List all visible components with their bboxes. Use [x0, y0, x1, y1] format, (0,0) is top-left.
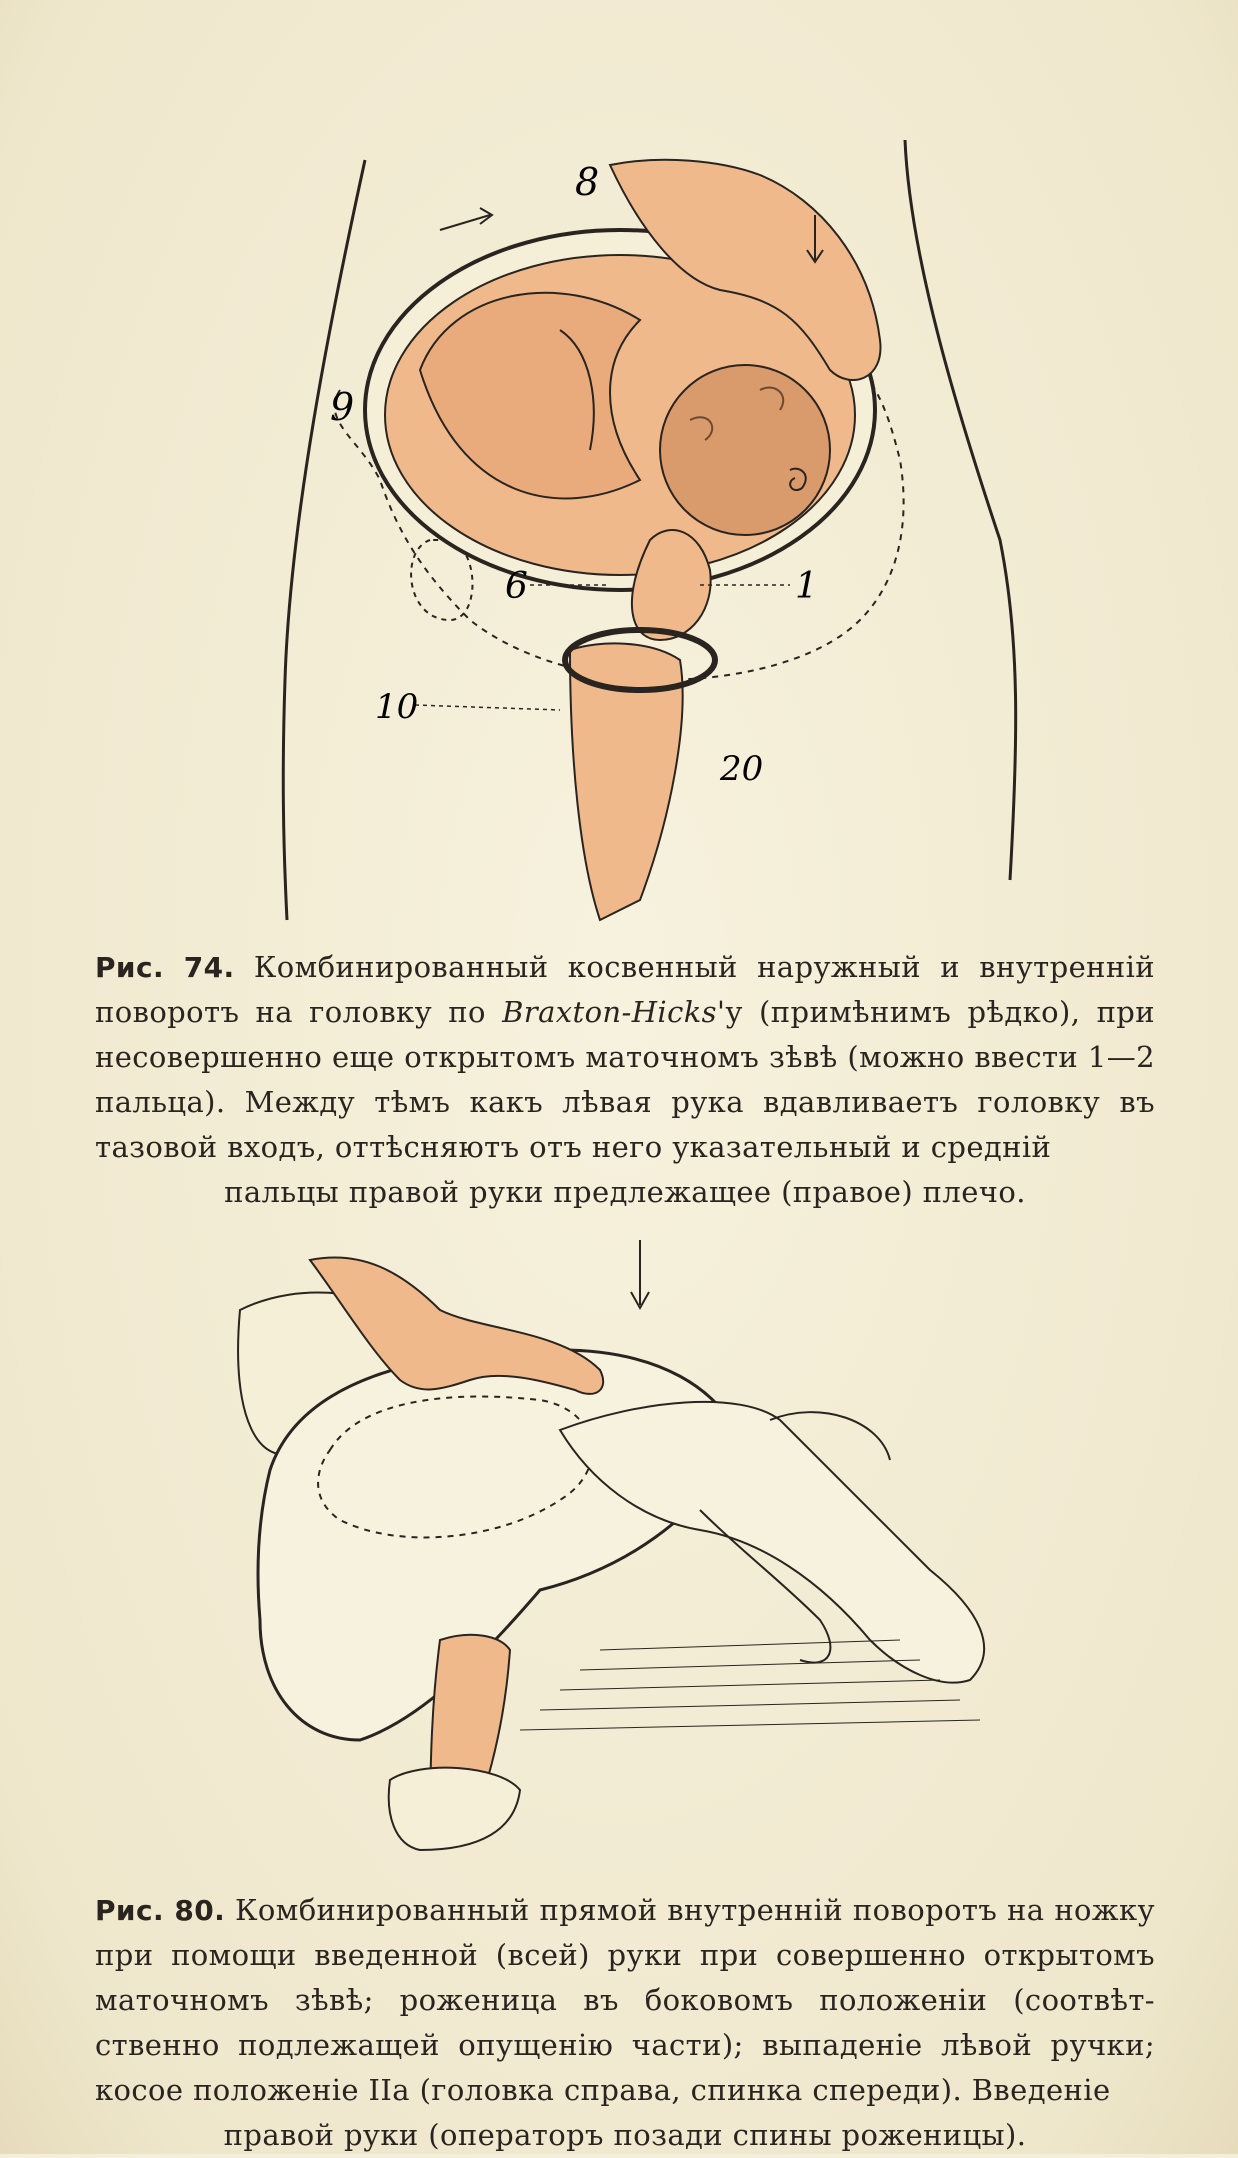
- caption-text: поворотъ на головку по: [95, 995, 503, 1029]
- figure-80-drawing: [0, 1220, 1238, 1860]
- figure-80-caption: [95, 1888, 1155, 2158]
- body-contour-right: [905, 140, 1016, 880]
- caption-text: въ тазовой входъ, оттѣсняютъ отъ него указательный и среднiй: [95, 1085, 1155, 1164]
- caption-text: косое положенiе IIа (головка справа, спинка спереди). Введенiе: [95, 2073, 1111, 2107]
- caption-text: маточномъ зѣвѣ; роженица въ боковомъ положенiи (соотвѣт-: [95, 1983, 1155, 2017]
- caption-text: Комбинированный косвенный наружный и внутреннiй: [253, 950, 1155, 984]
- figure-74-drawing: [0, 120, 1238, 940]
- caption-text: Комбинированный прямой внутреннiй поворотъ на ножку: [235, 1893, 1155, 1927]
- label-1: 1: [795, 566, 818, 607]
- figure-74-caption: [95, 945, 1155, 1215]
- figure-80-illustration: [0, 1220, 1238, 1860]
- label-9: 9: [330, 385, 355, 429]
- caption-text: при помощи введенной (всей) руки при совершенно открытомъ: [95, 1938, 1155, 1972]
- label-8: 8: [575, 160, 600, 204]
- label-10: 10: [375, 687, 419, 727]
- figure-number: Рис. 80.: [95, 1894, 226, 1927]
- label-20: 20: [720, 749, 764, 789]
- caption-text: 'у (примѣнимъ рѣдко), при: [716, 995, 1155, 1029]
- body-contour-left: [283, 160, 365, 920]
- figure-74-illustration: [0, 120, 1238, 940]
- fetal-head: [660, 365, 830, 535]
- arrow-down-icon: [631, 1240, 649, 1308]
- caption-text: ственно подлежащей опущенiю части); выпаденiе лѣвой ручки;: [95, 2028, 1155, 2062]
- caption-text: несовершенно еще открытомъ маточномъ зѣвѣ (можно ввести: [95, 1040, 1079, 1074]
- operator-sleeve: [389, 1768, 520, 1850]
- caption-author-name: Braxton-Hicks: [502, 995, 717, 1029]
- leader-line-10: [415, 705, 560, 710]
- caption-text: правой руки (операторъ позади спины роженицы).: [223, 2118, 1027, 2152]
- figure-number: Рис. 74.: [95, 951, 235, 984]
- label-6: 6: [505, 566, 528, 607]
- caption-text: 1—2 пальца). Между тѣмъ какъ лѣвая рука вдавливаетъ головку: [95, 1040, 1155, 1119]
- operator-forearm: [570, 643, 683, 920]
- caption-text: пальцы правой руки предлежащее (правое) плечо.: [224, 1175, 1026, 1209]
